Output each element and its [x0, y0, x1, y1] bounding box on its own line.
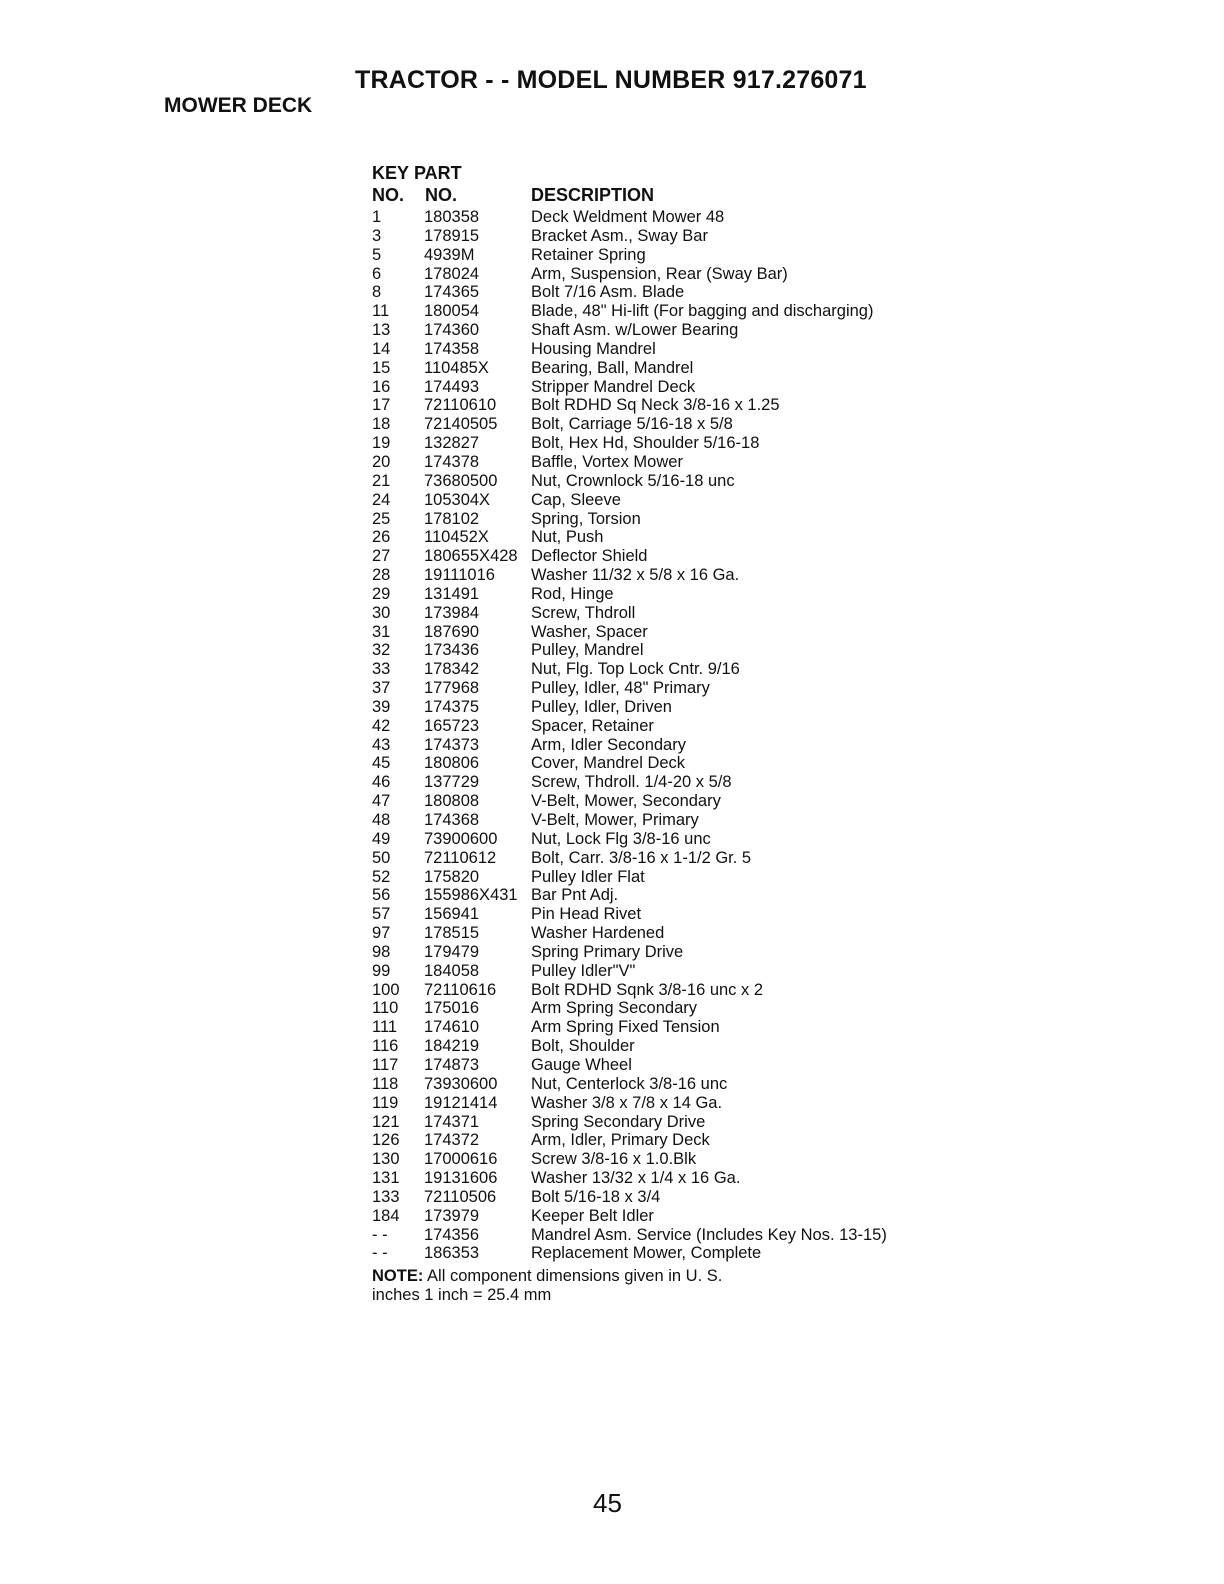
key-no-cell: 117 — [372, 1055, 399, 1074]
table-row — [372, 246, 932, 265]
description-cell: Rod, Hinge — [531, 584, 614, 603]
key-no-cell: 48 — [372, 811, 391, 829]
description-cell: Retainer Spring — [531, 245, 646, 264]
key-no-cell: 100 — [372, 980, 400, 999]
key-no-cell: 39 — [372, 697, 391, 716]
description-cell: Screw, Thdroll. 1/4-20 x 5/8 — [531, 773, 732, 792]
table-row — [372, 283, 932, 302]
description-cell: Pulley, Mandrel — [531, 641, 644, 660]
part-no-cell: 72110616 — [424, 980, 497, 999]
part-no-cell: 179479 — [424, 942, 480, 961]
description-cell: Bolt, Hex Hd, Shoulder 5/16-18 — [531, 434, 760, 453]
part-no-cell: 73680500 — [424, 471, 498, 490]
description-cell: Bar Pnt Adj. — [531, 886, 619, 905]
part-no-cell: 174360 — [424, 321, 480, 340]
table-row — [372, 472, 932, 491]
part-no-cell: 178102 — [424, 509, 480, 528]
part-no-cell: 73900600 — [424, 829, 498, 848]
table-row — [372, 868, 932, 887]
part-no-cell: 173979 — [424, 1206, 480, 1225]
key-no-cell: 28 — [372, 566, 391, 585]
part-no-cell: 73930600 — [424, 1074, 498, 1093]
table-row — [372, 1207, 932, 1226]
part-no-cell: 19121414 — [424, 1093, 498, 1112]
description-cell: Deck Weldment Mower 48 — [531, 208, 725, 226]
part-no-cell: 173436 — [424, 641, 480, 660]
description-cell: Nut, Push — [531, 528, 604, 547]
part-no-cell: 180808 — [424, 792, 480, 811]
part-no-cell: 184219 — [424, 1037, 480, 1056]
description-cell: Washer 11/32 x 5/8 x 16 Ga. — [531, 566, 740, 585]
description-cell: Bolt, Carriage 5/16-18 x 5/8 — [531, 415, 733, 434]
table-row — [372, 773, 932, 792]
key-no-cell: 184 — [372, 1206, 400, 1225]
description-cell: Stripper Mandrel Deck — [531, 377, 696, 396]
part-no-cell: 178342 — [424, 660, 480, 679]
key-no-cell: 32 — [372, 641, 391, 660]
table-row — [372, 566, 932, 585]
table-row — [372, 396, 932, 415]
key-no-cell: 30 — [372, 603, 391, 622]
key-no-cell: 19 — [372, 434, 391, 453]
description-cell: Bolt RDHD Sqnk 3/8-16 unc x 2 — [531, 980, 764, 999]
key-no-cell: 97 — [372, 924, 391, 943]
key-no-cell: 46 — [372, 773, 391, 792]
description-cell: V-Belt, Mower, Primary — [531, 811, 699, 829]
key-no-cell: 21 — [372, 471, 391, 490]
table-row — [372, 1075, 932, 1094]
part-no-cell: 180054 — [424, 302, 480, 321]
key-no-cell: 47 — [372, 792, 391, 811]
part-no-cell: 72110610 — [424, 396, 497, 415]
description-cell: Bolt, Shoulder — [531, 1037, 635, 1056]
key-no-cell: 50 — [372, 848, 391, 867]
part-no-cell: 132827 — [424, 434, 480, 453]
description-cell: Bracket Asm., Sway Bar — [531, 226, 708, 245]
table-row — [372, 1188, 932, 1207]
table-row — [372, 208, 932, 227]
key-no-cell: 111 — [372, 1018, 398, 1037]
table-row — [372, 227, 932, 246]
description-cell: Spring, Torsion — [531, 509, 641, 528]
table-row — [372, 1037, 932, 1056]
part-no-cell: 131491 — [424, 584, 480, 603]
key-no-cell: 130 — [372, 1150, 400, 1169]
part-no-cell: 174372 — [424, 1131, 480, 1150]
description-cell: Arm, Idler Secondary — [531, 735, 686, 754]
description-column-header: DESCRIPTION — [531, 185, 655, 205]
description-cell: Nut, Crownlock 5/16-18 unc — [531, 471, 735, 490]
part-no-cell: 174373 — [424, 735, 480, 754]
key-no-cell: 29 — [372, 584, 391, 603]
description-cell: Pulley Idler"V" — [531, 961, 636, 980]
key-no-cell: 14 — [372, 339, 391, 358]
table-row — [372, 453, 932, 472]
table-row — [372, 302, 932, 321]
key-no-cell: - - — [372, 1244, 388, 1263]
description-cell: Baffle, Vortex Mower — [531, 452, 683, 471]
description-cell: Arm, Idler, Primary Deck — [531, 1131, 710, 1150]
table-row — [372, 1169, 932, 1188]
part-no-cell: 72110506 — [424, 1187, 497, 1206]
key-no-column-header: NO. — [372, 185, 405, 205]
description-cell: Bolt RDHD Sq Neck 3/8-16 x 1.25 — [531, 396, 780, 415]
table-row — [372, 1018, 932, 1037]
key-no-cell: 57 — [372, 905, 391, 924]
table-row — [372, 340, 932, 359]
key-column-header: KEY — [372, 163, 410, 183]
part-no-cell: 174368 — [424, 811, 480, 829]
table-row — [372, 641, 932, 660]
key-no-cell: 119 — [372, 1093, 399, 1112]
table-row — [372, 660, 932, 679]
key-no-cell: 45 — [372, 754, 391, 773]
description-cell: Nut, Lock Flg 3/8-16 unc — [531, 829, 711, 848]
part-no-cell: 137729 — [424, 773, 480, 792]
table-row — [372, 830, 932, 849]
part-no-cell: 175820 — [424, 867, 480, 886]
description-cell: V-Belt, Mower, Secondary — [531, 792, 721, 811]
part-no-cell: 72140505 — [424, 415, 498, 434]
part-no-cell: 174873 — [424, 1055, 480, 1074]
part-no-cell: 110452X — [424, 528, 489, 547]
key-no-cell: 110 — [372, 999, 399, 1018]
part-column-header: PART — [414, 163, 462, 183]
table-row — [372, 491, 932, 510]
page-number: 45 — [593, 1488, 622, 1518]
table-row — [372, 717, 932, 736]
description-cell: Spring Secondary Drive — [531, 1112, 706, 1131]
table-row — [372, 1131, 932, 1150]
part-no-cell: 156941 — [424, 905, 480, 924]
description-cell: Arm Spring Fixed Tension — [531, 1018, 720, 1037]
description-cell: Shaft Asm. w/Lower Bearing — [531, 321, 739, 340]
table-row — [372, 1226, 932, 1245]
part-no-column-header: NO. — [425, 185, 458, 205]
note-label: NOTE: — [372, 1267, 424, 1286]
key-no-cell: 42 — [372, 716, 391, 735]
table-row — [372, 359, 932, 378]
part-no-cell: 4939M — [424, 245, 475, 264]
note-text: All component dimensions given in U. S. inches 1 inch = 25.4 mm — [372, 1267, 723, 1305]
key-no-cell: 121 — [372, 1112, 400, 1131]
part-no-cell: 178915 — [424, 226, 480, 245]
key-no-cell: 52 — [372, 867, 391, 886]
key-no-cell: 31 — [372, 622, 391, 641]
description-cell: Washer, Spacer — [531, 622, 648, 641]
table-row — [372, 510, 932, 529]
table-row — [372, 981, 932, 1000]
table-row — [372, 1244, 932, 1263]
table-row — [372, 434, 932, 453]
key-no-cell: 25 — [372, 509, 391, 528]
key-no-cell: 49 — [372, 829, 391, 848]
parts-list-rows — [372, 208, 932, 1263]
description-cell: Nut, Centerlock 3/8-16 unc — [531, 1074, 728, 1093]
description-cell: Cover, Mandrel Deck — [531, 754, 686, 773]
key-no-cell: 16 — [372, 377, 391, 396]
description-cell: Spacer, Retainer — [531, 716, 654, 735]
key-no-cell: 98 — [372, 942, 391, 961]
description-cell: Deflector Shield — [531, 547, 648, 566]
description-cell: Pulley Idler Flat — [531, 867, 645, 886]
table-row — [372, 585, 932, 604]
description-cell: Screw 3/8-16 x 1.0.Blk — [531, 1150, 697, 1169]
part-no-cell: 175016 — [424, 999, 480, 1018]
description-cell: Pin Head Rivet — [531, 905, 642, 924]
table-row — [372, 547, 932, 566]
part-no-cell: 180806 — [424, 754, 480, 773]
key-no-cell: 24 — [372, 490, 391, 509]
key-no-cell: 33 — [372, 660, 391, 679]
key-no-cell: 18 — [372, 415, 391, 434]
key-no-cell: 26 — [372, 528, 391, 547]
key-no-cell: 27 — [372, 547, 391, 566]
part-no-cell: 19131606 — [424, 1169, 498, 1188]
part-no-cell: 72110612 — [424, 848, 497, 867]
key-no-cell: 118 — [372, 1074, 399, 1093]
table-row — [372, 1094, 932, 1113]
description-cell: Nut, Flg. Top Lock Cntr. 9/16 — [531, 660, 740, 679]
part-no-cell: 174610 — [424, 1018, 480, 1037]
table-row — [372, 849, 932, 868]
description-cell: Pulley, Idler, Driven — [531, 697, 672, 716]
part-no-cell: 178024 — [424, 264, 480, 283]
table-row — [372, 754, 932, 773]
part-no-cell: 180655X428 — [424, 547, 518, 566]
parts-list — [372, 163, 932, 1305]
section-heading: MOWER DECK — [164, 94, 313, 117]
key-no-cell: 56 — [372, 886, 391, 905]
part-no-cell: 186353 — [424, 1244, 480, 1263]
page-title: TRACTOR - - MODEL NUMBER 917.276071 — [355, 66, 867, 94]
description-cell: Washer 13/32 x 1/4 x 16 Ga. — [531, 1169, 741, 1188]
key-no-cell: 116 — [372, 1037, 399, 1056]
description-cell: Spring Primary Drive — [531, 942, 684, 961]
part-no-cell: 187690 — [424, 622, 480, 641]
description-cell: Arm, Suspension, Rear (Sway Bar) — [531, 264, 788, 283]
table-row — [372, 378, 932, 397]
part-no-cell: 174493 — [424, 377, 480, 396]
key-no-cell: 133 — [372, 1187, 400, 1206]
key-no-cell: 6 — [372, 264, 382, 283]
description-cell: Pulley, Idler, 48" Primary — [531, 679, 710, 698]
part-no-cell: 173984 — [424, 603, 480, 622]
description-cell: Bearing, Ball, Mandrel — [531, 358, 694, 377]
part-no-cell: 174365 — [424, 283, 480, 302]
table-row — [372, 679, 932, 698]
part-no-cell: 174378 — [424, 452, 480, 471]
table-row — [372, 792, 932, 811]
key-no-cell: 8 — [372, 283, 382, 302]
table-row — [372, 1113, 932, 1132]
description-cell: Washer Hardened — [531, 924, 665, 943]
description-cell: Cap, Sleeve — [531, 490, 621, 509]
note — [372, 1267, 772, 1305]
key-no-cell: 17 — [372, 396, 391, 415]
description-cell: Bolt 7/16 Asm. Blade — [531, 283, 685, 302]
key-no-cell: 1 — [372, 208, 382, 226]
key-no-cell: 13 — [372, 321, 391, 340]
table-row — [372, 1056, 932, 1075]
description-cell: Blade, 48" Hi-lift (For bagging and discharging) — [531, 302, 874, 321]
description-cell: Screw, Thdroll — [531, 603, 636, 622]
description-cell: Mandrel Asm. Service (Includes Key Nos. 13-15) — [531, 1225, 887, 1244]
part-no-cell: 174371 — [424, 1112, 480, 1131]
part-no-cell: 165723 — [424, 716, 480, 735]
table-row — [372, 924, 932, 943]
key-no-cell: 20 — [372, 452, 391, 471]
key-no-cell: 126 — [372, 1131, 400, 1150]
table-row — [372, 604, 932, 623]
description-cell: Replacement Mower, Complete — [531, 1244, 762, 1263]
part-no-cell: 17000616 — [424, 1150, 498, 1169]
table-row — [372, 528, 932, 547]
part-no-cell: 110485X — [424, 358, 489, 377]
key-no-cell: - - — [372, 1225, 388, 1244]
table-row — [372, 623, 932, 642]
table-row — [372, 943, 932, 962]
part-no-cell: 155986X431 — [424, 886, 518, 905]
description-cell: Bolt, Carr. 3/8-16 x 1-1/2 Gr. 5 — [531, 848, 752, 867]
part-no-cell: 177968 — [424, 679, 480, 698]
table-row — [372, 321, 932, 340]
parts-list-header — [372, 163, 932, 208]
key-no-cell: 43 — [372, 735, 391, 754]
key-no-cell: 3 — [372, 226, 382, 245]
part-no-cell: 178515 — [424, 924, 480, 943]
part-no-cell: 174358 — [424, 339, 480, 358]
description-cell: Housing Mandrel — [531, 339, 656, 358]
key-no-cell: 15 — [372, 358, 391, 377]
table-row — [372, 698, 932, 717]
description-cell: Bolt 5/16-18 x 3/4 — [531, 1187, 661, 1206]
part-no-cell: 184058 — [424, 961, 480, 980]
description-cell: Gauge Wheel — [531, 1055, 632, 1074]
part-no-cell: 174356 — [424, 1225, 480, 1244]
key-no-cell: 5 — [372, 245, 382, 264]
key-no-cell: 131 — [372, 1169, 400, 1188]
table-row — [372, 962, 932, 981]
description-cell: Washer 3/8 x 7/8 x 14 Ga. — [531, 1093, 723, 1112]
part-no-cell: 174375 — [424, 697, 480, 716]
table-row — [372, 1150, 932, 1169]
part-no-cell: 180358 — [424, 208, 480, 226]
table-row — [372, 736, 932, 755]
description-cell: Arm Spring Secondary — [531, 999, 697, 1018]
table-row — [372, 886, 932, 905]
table-row — [372, 265, 932, 284]
table-row — [372, 999, 932, 1018]
table-row — [372, 811, 932, 830]
part-no-cell: 19111016 — [424, 566, 495, 585]
part-no-cell: 105304X — [424, 490, 491, 509]
description-cell: Keeper Belt Idler — [531, 1206, 654, 1225]
table-row — [372, 415, 932, 434]
key-no-cell: 11 — [372, 302, 390, 321]
key-no-cell: 37 — [372, 679, 391, 698]
table-row — [372, 905, 932, 924]
key-no-cell: 99 — [372, 961, 391, 980]
